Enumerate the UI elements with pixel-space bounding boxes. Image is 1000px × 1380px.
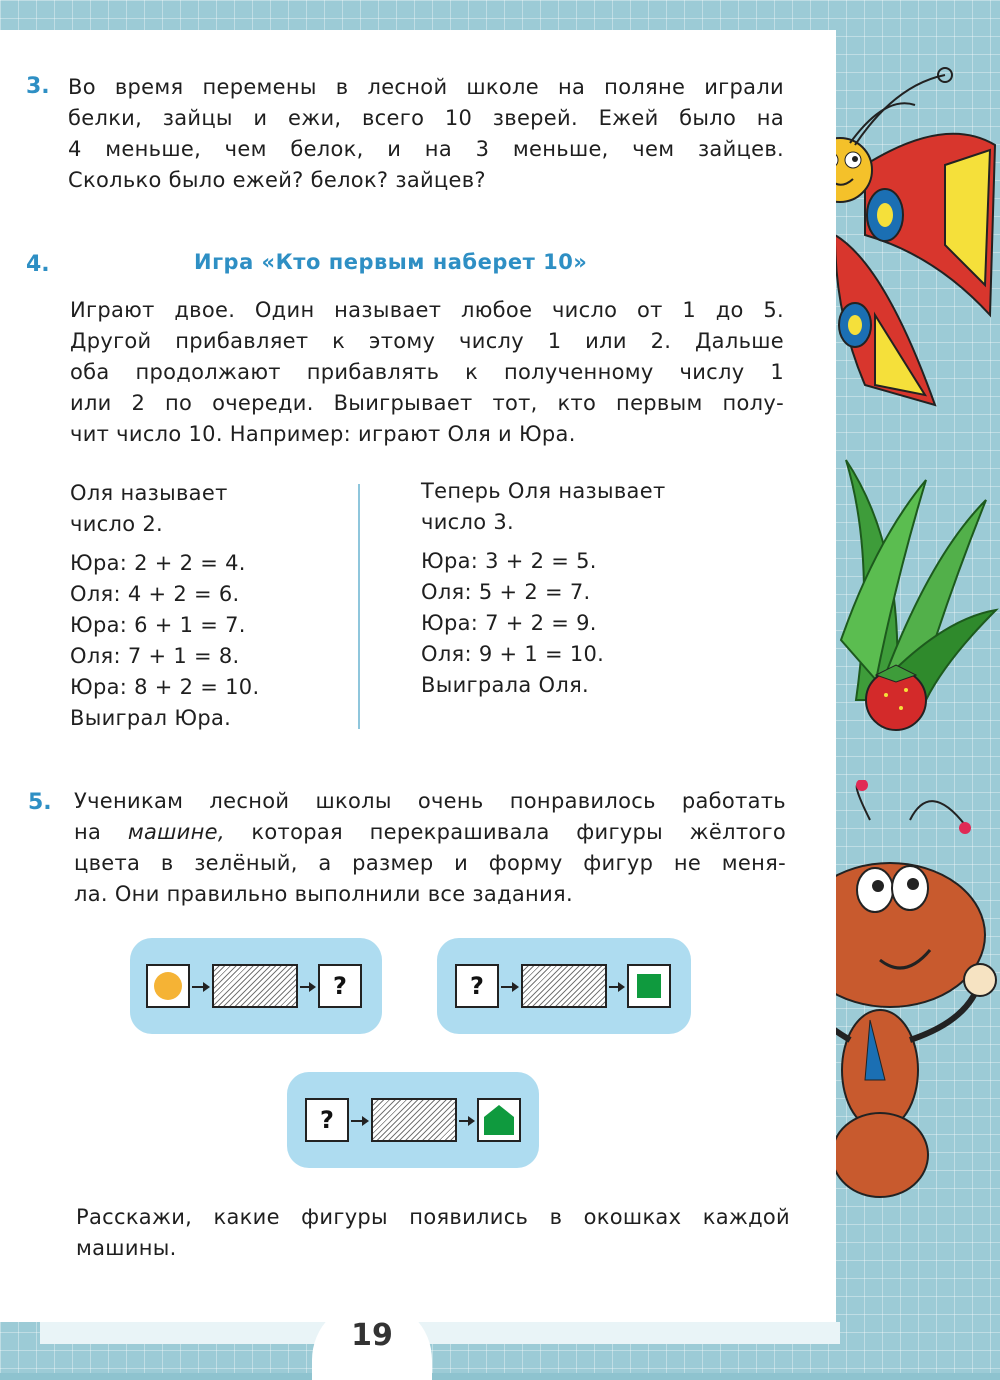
task-3-line: Сколько было ежей? белок? зайцев? [68,168,486,192]
task-4-line: оба продолжают прибавлять к полученному числу 1 [70,360,784,384]
task-3-line: белки, зайцы и ежи, всего 10 зверей. Ежей было на [68,106,784,130]
arrow-icon [192,986,208,988]
example-line: Оля: 7 + 1 = 8. [70,644,240,668]
example-line: Юра: 6 + 1 = 7. [70,613,246,637]
task-3-number: 3. [26,74,50,99]
task-5-question-line: машины. [76,1236,177,1260]
input-window [146,964,190,1008]
task-3-line: Во время перемены в лесной школе на поляне играли [68,75,784,99]
question-mark: ? [470,972,484,1000]
page-bottom-band [40,1322,840,1344]
task-4-line: Другой прибавляет к этому числу 1 или 2. Дальше [70,329,784,353]
arrow-icon [501,986,517,988]
output-window [318,964,362,1008]
game-example-left [70,478,259,734]
green-square-shape [629,966,669,1006]
task-5-number: 5. [28,790,52,815]
machine-2 [437,938,691,1034]
grass-illustration [836,440,1000,740]
task-4-number: 4. [26,252,50,277]
example-line: Оля: 4 + 2 = 6. [70,582,240,606]
arrow-icon [351,1120,367,1122]
task-4-line: Играют двое. Один называет любое число от 1 до 5. [70,298,784,322]
task-3-line: 4 меньше, чем белок, и на 3 меньше, чем зайцев. [68,137,784,161]
example-line: Юра: 3 + 2 = 5. [421,549,597,573]
task-4-title: Игра «Кто первым наберет 10» [194,250,588,274]
task-5-line: ла. Они правильно выполнили все задания. [74,882,573,906]
output-window [627,964,671,1008]
game-example-right [421,476,665,701]
task-5-line: цвета в зелёный, а размер и форму фигур не меня- [74,851,786,875]
task-4-line: или 2 по очереди. Выигрывает тот, кто первым полу- [70,391,784,415]
example-line: число 3. [421,510,514,534]
output-window [477,1098,521,1142]
task-5-line: на машине, которая перекрашивала фигуры жёлтого [74,820,786,844]
task-3-text [68,72,784,196]
machine-word: машине, [127,820,225,844]
example-line: Оля: 5 + 2 = 7. [421,580,591,604]
example-line: Юра: 8 + 2 = 10. [70,675,260,699]
machine-1 [130,938,382,1034]
task-4-line: чит число 10. Например: играют Оля и Юра. [70,422,576,446]
arrow-icon [300,986,314,988]
task-5-question-line: Расскажи, какие фигуры появились в окошках каждой [76,1205,790,1229]
example-line: Теперь Оля называет [421,479,666,503]
task-5-line: Ученикам лесной школы очень понравилось работать [74,789,786,813]
page-number: 19 [351,1318,393,1353]
example-line: число 2. [70,512,163,536]
input-window [455,964,499,1008]
question-mark: ? [333,972,347,1000]
input-window [305,1098,349,1142]
question-mark: ? [320,1106,334,1134]
yellow-circle-shape [148,966,188,1006]
arrow-icon [609,986,623,988]
example-line: Юра: 7 + 2 = 9. [421,611,597,635]
machine-body [521,964,607,1008]
example-line: Оля называет [70,481,228,505]
column-divider [358,484,360,729]
arrow-icon [459,1120,473,1122]
example-line: Оля: 9 + 1 = 10. [421,642,605,666]
example-line: Выиграл Юра. [70,706,232,730]
task-5-text [74,786,786,910]
task-5-question [76,1202,790,1264]
task-4-rules [70,295,784,450]
example-line: Выиграла Оля. [421,673,589,697]
machine-body [371,1098,457,1142]
machine-body [212,964,298,1008]
machine-3 [287,1072,539,1168]
green-pentagon-shape [479,1100,519,1140]
example-line: Юра: 2 + 2 = 4. [70,551,246,575]
